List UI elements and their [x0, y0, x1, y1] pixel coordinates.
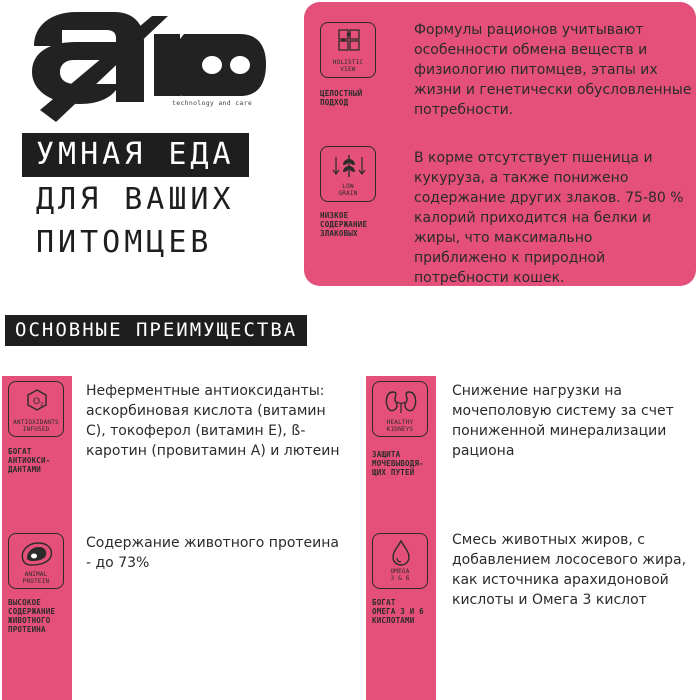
headline-line-3: ПИТОМЦЕВ — [36, 225, 213, 260]
holistic-caption-2: VIEW — [340, 66, 356, 73]
svg-text:2: 2 — [40, 402, 44, 408]
omega-text: Смесь животных жиров, с добавлением лососевого жира, как источника арахидоновой кислоты и Омега 3 кислот — [452, 532, 687, 608]
antioxidants-badge — [8, 381, 64, 437]
kidneys-label-3: ЩИХ ПУТЕЙ — [372, 468, 415, 477]
kidneys-text: Снижение нагрузки на мочеполовую систему за счет пониженной минерализации рациона — [452, 383, 674, 459]
svg-text:O: O — [33, 397, 41, 407]
low-grain-caption-1: LOW — [342, 183, 354, 190]
antioxidants-caption-1: ANTIOXIDANTS — [13, 419, 59, 426]
low-grain-text: В корме отсутствует пшеница и кукуруза, а также понижено содержание других злаков. 75-80 % калорий приходится на белки и жиры, что максимально приближено к природной потребности кошек. — [414, 150, 684, 286]
low-grain-label-1: НИЗКОЕ — [320, 211, 349, 220]
omega-label-3: КИСЛОТАМИ — [372, 616, 415, 625]
omega-caption-2: 3 & 6 — [390, 575, 410, 582]
logo-tagline: technology and care — [172, 99, 253, 107]
holistic-text: Формулы рационов учитывают особенности обмена веществ и физиологию питомцев, этапы их жизни и генетически обусловленные потребности. — [414, 22, 692, 118]
animal-protein-label-2: СОДЕРЖАНИЕ — [8, 607, 56, 616]
omega-label-2: ОМЕГА 3 И 6 — [372, 607, 424, 616]
omega-badge — [372, 533, 428, 589]
kidneys-badge — [372, 381, 428, 437]
animal-protein-text: Содержание животного протеина - до 73% — [86, 535, 340, 571]
low-grain-label-3: ЗЛАКОВЫХ — [320, 229, 358, 238]
omega-label-1: БОГАТ — [372, 598, 396, 607]
holistic-view-badge — [320, 22, 376, 78]
low-grain-badge — [320, 146, 376, 202]
low-grain-label-2: СОДЕРЖАНИЕ — [320, 220, 368, 229]
antioxidants-text: Неферментные антиоксиданты: аскорбиновая кислота (витамин С), токоферол (витамин Е), ß-каротин (провитамин А) и лютеин — [86, 383, 340, 459]
animal-protein-label-4: ПРОТЕИНА — [8, 625, 46, 634]
animal-protein-caption-2: PROTEIN — [22, 578, 50, 585]
animal-protein-badge — [8, 533, 64, 589]
headline-line-2: ДЛЯ ВАШИХ — [36, 182, 235, 217]
antioxidants-label-1: БОГАТ — [8, 447, 32, 456]
animal-protein-caption-1: ANIMAL — [24, 571, 48, 578]
antioxidants-caption-2: INFUSED — [22, 426, 50, 433]
holistic-label-1: ЦЕЛОСТНЫЙ — [320, 89, 363, 98]
antioxidants-label-2: АНТИОКСИ- — [8, 456, 51, 465]
headline-line-1: УМНАЯ ЕДА — [22, 133, 249, 177]
kidneys-caption-2: KIDNEYS — [386, 426, 414, 433]
kidneys-caption-1: HEALTHY — [386, 419, 414, 426]
kidneys-label-2: МОЧЕВЫВОДЯ- — [372, 459, 424, 468]
antioxidants-label-3: ДАНТАМИ — [8, 465, 42, 474]
holistic-caption-1: HOLISTIC — [332, 59, 364, 66]
animal-protein-label-1: ВЫСОКОЕ — [8, 598, 42, 607]
omega-caption-1: OMEGA — [390, 568, 410, 575]
holistic-label-2: ПОДХОД — [320, 98, 349, 107]
section-title: ОСНОВНЫЕ ПРЕИМУЩЕСТВА — [5, 315, 307, 346]
kidneys-label-1: ЗАЩИТА — [372, 450, 401, 459]
animal-protein-label-3: ЖИВОТНОГО — [8, 616, 51, 625]
low-grain-caption-2: GRAIN — [338, 190, 358, 197]
